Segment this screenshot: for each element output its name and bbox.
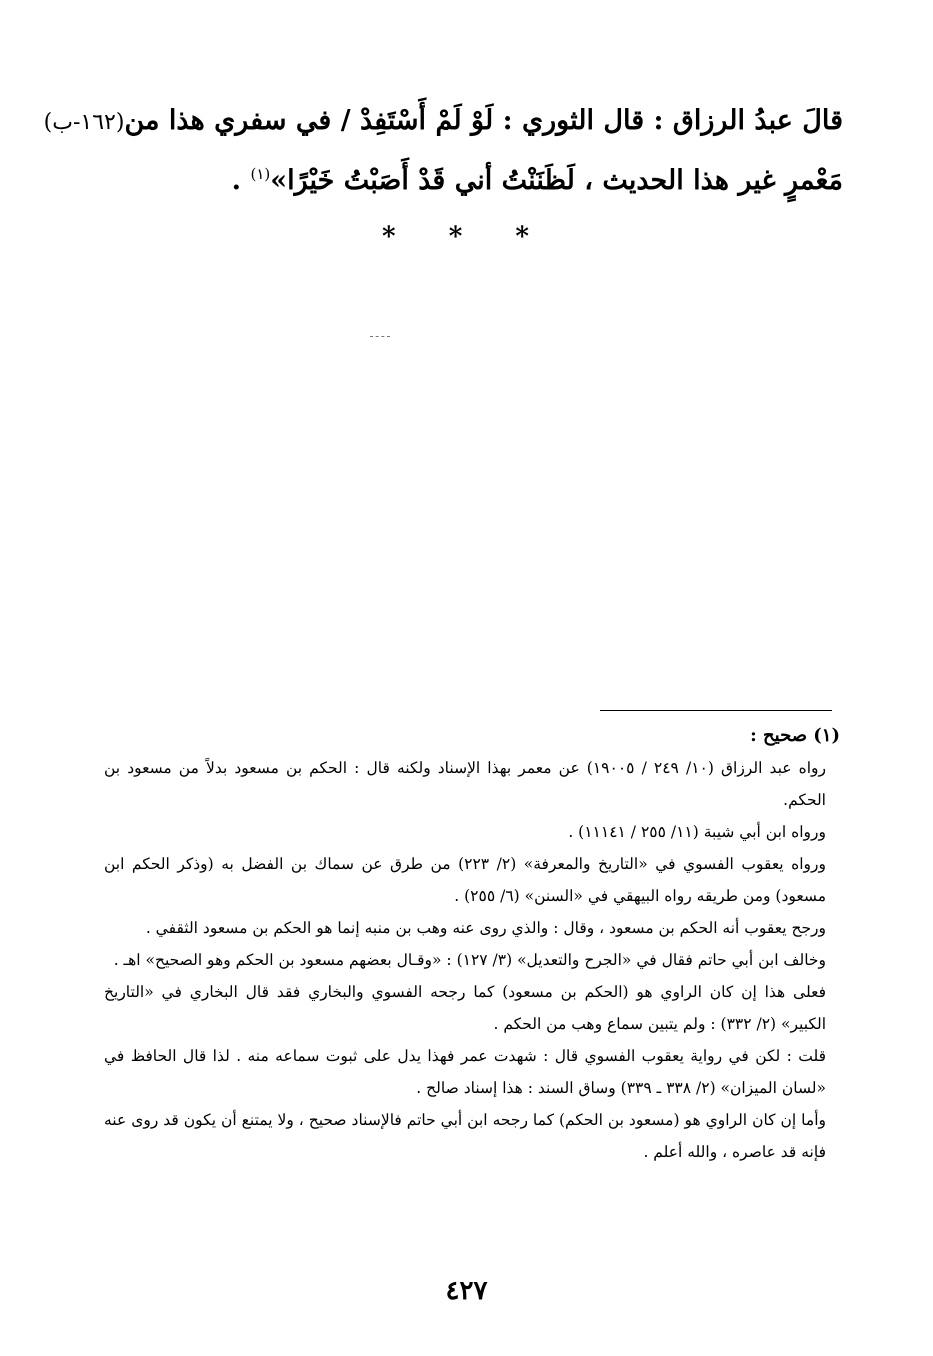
footnote-paragraph: ورواه ابن أبي شيبة (١١/ ٢٥٥ / ١١١٤١) . bbox=[568, 823, 826, 841]
footnotes-block bbox=[104, 720, 840, 1168]
footnote-divider bbox=[600, 710, 832, 711]
footnote-paragraph: ورواه يعقوب الفسوي في «التاريخ والمعرفة» (٢/ ٢٢٣) من طرق عن سماك بن الفضل به (وذكر الحكم ابن مسعود) ومن طريقه رواه البيهقي في «السنن» (٦/ ٢٥٥) . bbox=[104, 855, 826, 905]
main-text-line-2-end: . bbox=[231, 165, 251, 196]
footnote-paragraph: وخالف ابن أبي حاتم فقال في «الجرح والتعديل» (٣/ ١٢٧) : «وقـال بعضهم مسعود بن الحكم وهو الصحيح» اهـ . bbox=[113, 951, 826, 969]
main-text-block bbox=[40, 92, 843, 210]
main-text-line-1-body: قالَ عبدُ الرزاق : قال الثوري : لَوْ لَمْ أَسْتَفِدْ / في سفري هذا من bbox=[124, 105, 843, 136]
footnote-reference-1[interactable]: (١) bbox=[250, 165, 271, 183]
footnote-paragraph: فعلى هذا إن كان الراوي هو (الحكم بن مسعود) كما رجحه الفسوي والبخاري فقد قال البخاري في «التاريخ الكبير» (٢/ ٣٣٢) : ولم يتبين سماع وهب من الحكم . bbox=[104, 983, 826, 1033]
footnote-heading: (١) صحيح : bbox=[750, 725, 840, 746]
footnote-paragraph: ورجح يعقوب أنه الحكم بن مسعود ، وقال : والذي روى عنه وهب بن منبه إنما هو الحكم بن مسعود الثقفي . bbox=[145, 919, 826, 937]
section-separator: * * * bbox=[382, 222, 551, 252]
main-text-line-2 bbox=[40, 152, 843, 210]
folio-marker: (١٦٢-ب) bbox=[43, 110, 125, 135]
scan-mark bbox=[370, 336, 390, 343]
page-number: ٤٢٧ bbox=[445, 1276, 488, 1306]
main-text-line-2-body: مَعْمرٍ غير هذا الحديث ، لَظَنَنْتُ أني قَدْ أَصَبْتُ خَيْرًا» bbox=[270, 165, 843, 196]
main-text-line-1 bbox=[40, 92, 843, 152]
footnote-paragraph: قلت : لكن في رواية يعقوب الفسوي قال : شهدت عمر فهذا يدل على ثبوت سماعه منه . لذا قال الحافظ في «لسان الميزان» (٢/ ٣٣٨ ـ ٣٣٩) وساق السند : هذا إسناد صالح . bbox=[104, 1047, 826, 1097]
footnote-paragraph: وأما إن كان الراوي هو (مسعود بن الحكم) كما رجحه ابن أبي حاتم فالإسناد صحيح ، ولا يمتنع أن يكون قد روى عنه فإنه قد عاصره ، والله أعلم . bbox=[104, 1111, 826, 1161]
footnote-paragraph: رواه عبد الرزاق (١٠/ ٢٤٩ / ١٩٠٠٥) عن معمر بهذا الإسناد ولكنه قال : الحكم بن مسعود بدلاً من مسعود بن الحكم. bbox=[104, 759, 827, 809]
